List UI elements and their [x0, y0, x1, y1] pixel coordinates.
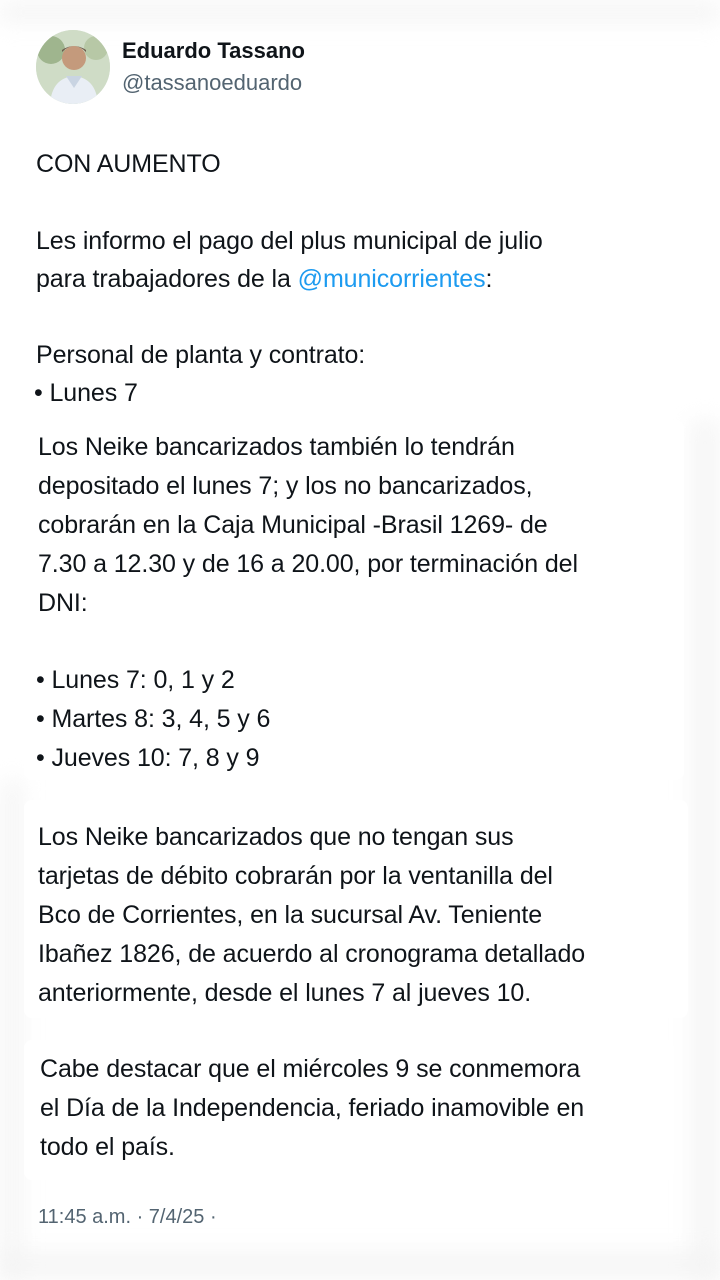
background-edge: [690, 420, 720, 1280]
neike-line: cobrarán en la Caja Municipal -Brasil 1269- de: [38, 511, 548, 539]
intro-text: para trabajadores de la: [36, 265, 298, 293]
schedule-item: • Martes 8: 3, 4, 5 y 6: [36, 705, 271, 733]
background-edge: [0, 780, 24, 1280]
debit-line: anteriormente, desde el lunes 7 al jueves 10.: [38, 979, 532, 1007]
post-timestamp[interactable]: 11:45 a.m. · 7/4/25 ·: [38, 1206, 217, 1228]
holiday-line: todo el país.: [40, 1133, 175, 1161]
background-edge: [0, 0, 720, 24]
neike-line: DNI:: [38, 589, 88, 617]
debit-line: Los Neike bancarizados que no tengan sus: [38, 823, 514, 851]
staff-title: Personal de planta y contrato:: [36, 341, 366, 369]
debit-line: tarjetas de débito cobrarán por la ventanilla del: [38, 862, 553, 890]
schedule-item: • Jueves 10: 7, 8 y 9: [36, 744, 260, 772]
holiday-line: el Día de la Independencia, feriado inamovible en: [40, 1094, 585, 1122]
post-headline: CON AUMENTO: [36, 150, 221, 178]
intro-line: Les informo el pago del plus municipal de julio: [36, 227, 543, 255]
mention-link[interactable]: @municorrientes: [297, 265, 486, 293]
neike-line: depositado el lunes 7; y los no bancarizados,: [38, 472, 533, 500]
avatar-image: [36, 30, 110, 104]
background-edge: [0, 1250, 720, 1280]
author-name[interactable]: Eduardo Tassano: [122, 38, 305, 63]
schedule-item: • Lunes 7: 0, 1 y 2: [36, 666, 235, 694]
intro-colon: :: [485, 265, 493, 293]
staff-item: • Lunes 7: [34, 379, 138, 407]
author-handle[interactable]: @tassanoeduardo: [122, 70, 303, 95]
intro-line-mention: [36, 260, 492, 298]
neike-line: 7.30 a 12.30 y de 16 a 20.00, por terminación del: [38, 550, 578, 578]
neike-line: Los Neike bancarizados también lo tendrán: [38, 433, 515, 461]
debit-line: Ibañez 1826, de acuerdo al cronograma detallado: [38, 940, 586, 968]
avatar[interactable]: [36, 30, 110, 104]
debit-line: Bco de Corrientes, en la sucursal Av. Teniente: [38, 901, 543, 929]
holiday-line: Cabe destacar que el miércoles 9 se conmemora: [40, 1055, 581, 1083]
